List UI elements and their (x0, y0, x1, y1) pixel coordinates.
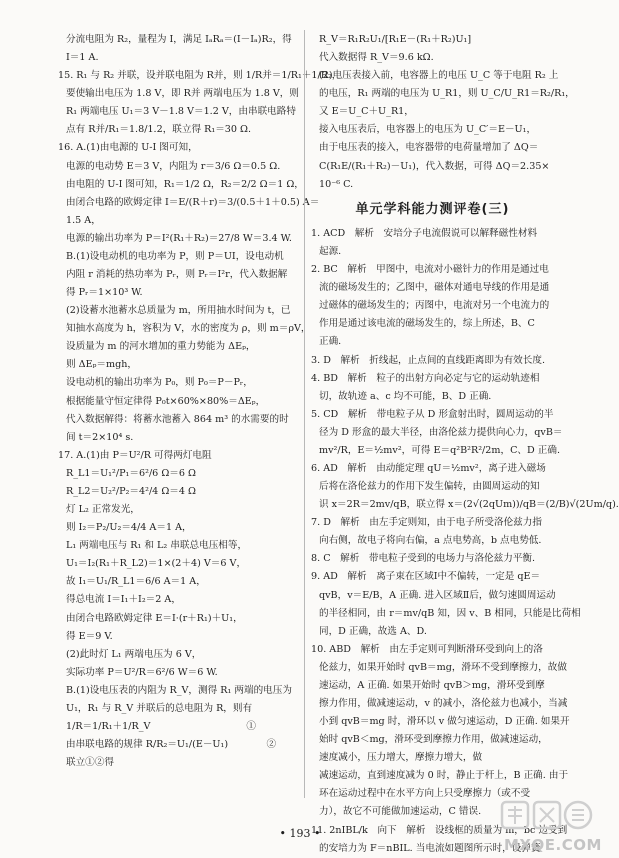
answer-line: 径为 D 形盒的最大半径，由洛伦兹力提供向心力，qvB＝ (319, 426, 563, 438)
answer-line: 作用是通过该电流的磁场发生的，综上所述，B、C (319, 318, 535, 330)
watermark-logo (498, 800, 602, 856)
text-line: 联立①②得 (66, 757, 114, 769)
text-line: 10⁻⁶ C. (319, 178, 354, 190)
text-line: 设质量为 m 的河水增加的重力势能为 ΔEₚ， (66, 341, 256, 353)
text-line: 得 Pᵣ＝1×10³ W. (66, 287, 143, 299)
text-line: R_L2＝U₂²/P₂＝4²/4 Ω＝4 Ω (66, 485, 196, 497)
text-line: I＝1 A. (66, 52, 99, 64)
answer-line: 3. D 解析 折线起，止点间的直线距离即为有效长度. (311, 354, 546, 366)
answer-line: 擦力作用，做减速运动，v 的减小，洛伦兹力也减小，当减 (319, 697, 568, 709)
page-number: • 193 • (279, 827, 321, 840)
text-line: 由闭合电路的欧姆定律 I＝E/(R＋r)＝3/(0.5＋1＋0.5) A＝ (66, 196, 320, 208)
answer-line: 起源. (319, 246, 342, 258)
text-line: L₁ 两端电压与 R₁ 和 L₂ 串联总电压相等， (66, 540, 248, 552)
answer-line: 小到 qvB＝mg 时，滑环以 v 做匀速运动，D 正确. 如果开 (319, 716, 570, 728)
text-line: 1/R＝1/R₁＋1/R_V ① (66, 720, 256, 732)
watermark-text: MXQE.COM (504, 836, 602, 854)
text-line: 得总电流 I＝I₁＋I₂＝2 A， (66, 594, 181, 606)
answer-line: 的半径相同，由 r＝mv/qB 知，因 v、B 相同，只能是比荷相 (319, 607, 581, 619)
answer-line: 10. ABD 解析 由左手定则可判断滑环受到向上的洛 (311, 643, 543, 655)
text-line: 间 t＝2×10⁴ s. (66, 431, 134, 443)
text-line: 要使输出电压为 1.8 V，即 R并 两端电压为 1.8 V，则 (66, 88, 299, 100)
answer-line: 7. D 解析 由左手定则知，由于电子所受洛伦兹力指 (311, 517, 542, 529)
text-line: 17. A.(1)由 P＝U²/R 可得两灯电阻 (58, 449, 212, 461)
text-line: 故 I₁＝U₁/R_L1＝6/6 A＝1 A， (66, 576, 206, 588)
text-line: 电源的电动势 E＝3 V，内阻为 r＝3/6 Ω＝0.5 Ω. (66, 160, 281, 172)
text-line: 16. A.(1)由电源的 U-I 图可知， (58, 142, 198, 154)
text-line: 实际功率 P＝U²/R＝6²/6 W＝6 W. (66, 666, 218, 678)
answer-line: 2. BC 解析 甲图中，电流对小磁针力的作用是通过电 (311, 264, 549, 276)
text-line: C(R₁E/(R₁＋R₂)－U₁)，代入数据，可得 ΔQ＝2.35× (319, 160, 550, 172)
answer-line: 9. AD 解析 离子束在区域Ⅰ中不偏转，一定是 qE＝ (311, 571, 541, 583)
answer-line: 8. C 解析 带电粒子受到的电场力与洛伦兹力平衡. (311, 553, 536, 565)
text-line: (2)设蓄水池蓄水总质量为 m，所用抽水时间为 t，已 (66, 305, 291, 317)
answer-line: 正确. (319, 336, 342, 348)
answer-line: 的安培力为 F＝nBIL. 当电流如题图所示时，设弹簧 (319, 842, 541, 854)
text-line: 知抽水高度为 h，容积为 V，水的密度为 ρ，则 m＝ρV， (66, 323, 311, 335)
text-line: 点有 R并/R₁＝1.8/1.2，联立得 R₁＝30 Ω. (66, 124, 252, 136)
answer-line: 伦兹力，如果开始时 qvB＝mg，滑环不受到摩擦力，故做 (319, 661, 567, 673)
answer-line: 5. CD 解析 带电粒子从 D 形盒射出时，圆周运动的半 (311, 408, 554, 420)
text-line: U₁，R₁ 与 R_V 并联后的总电阻为 R，则有 (66, 702, 253, 714)
text-line: 根据能量守恒定律得 P₀t×60%×80%＝ΔEₚ， (66, 395, 266, 407)
answer-line: 始时 qvB＜mg，滑环受到摩擦力作用，做减速运动， (319, 734, 548, 746)
text-line: 则 ΔEₚ＝mgh， (66, 359, 138, 371)
text-line: 由电阻的 U-I 图可知，R₁＝1/2 Ω，R₂＝2/2 Ω＝1 Ω， (66, 178, 304, 190)
text-line: 内阻 r 消耗的热功率为 Pᵣ，则 Pᵣ＝I²r，代入数据解 (66, 269, 288, 281)
text-line: 设电动机的输出功率为 P₀，则 P₀＝P－Pᵣ， (66, 377, 253, 389)
answer-line: 过磁体的磁场发生的；丙图中，电流对另一个电流力的 (319, 300, 550, 312)
text-line: 代入数据得 R_V＝9.6 kΩ. (319, 52, 434, 64)
answer-list (311, 227, 619, 856)
text-line: 接入电压表后，电容器上的电压为 U_C′＝E－U₁， (319, 124, 537, 136)
text-line: (2)此时灯 L₁ 两端电压为 6 V， (66, 648, 202, 660)
text-line: 则 I₂＝P₂/U₂＝4/4 A＝1 A， (66, 522, 192, 534)
answer-line: qvB，v＝E/B，A 正确. 进入区域Ⅱ后，做匀速圆周运动 (319, 589, 556, 601)
answer-line: 1. ACD 解析 安培分子电流假说可以解释磁性材料 (311, 227, 538, 239)
text-line: R_L1＝U₁²/P₁＝6²/6 Ω＝6 Ω (66, 467, 196, 479)
answer-line: 流的磁场发生的；乙图中，磁体对通电导线的作用是通 (319, 282, 550, 294)
answer-line: 11. 2nIBL/k 向下 解析 设线框的质量为 m，bc 边受到 (311, 824, 568, 836)
answer-line: 速度减小，压力增大，摩擦力增大，做 (319, 752, 483, 764)
answer-line: 向右侧，故电子将向右偏，a 点电势高，b 点电势低. (319, 535, 542, 547)
answer-line: 切，故轨迹 a、c 均不可能，B、D 正确. (319, 390, 492, 402)
answer-line: 4. BD 解析 粒子的出射方向必定与它的运动轨迹相 (311, 372, 540, 384)
answer-line: 识 x＝2R＝2mv/qB，联立得 x＝(2√(2qUm))/qB＝(2/B)√(2Um/q). (319, 499, 619, 511)
text-line: 灯 L₂ 正常发光， (66, 504, 140, 516)
text-line: 由于电压表的接入，电容器带的电荷量增加了 ΔQ＝ (319, 142, 539, 154)
text-line: 电源的输出功率为 P＝I²(R₁＋R₂)＝27/8 W＝3.4 W. (66, 232, 292, 244)
section-title: 单元学科能力测评卷(三) (355, 202, 510, 218)
answer-line: 后将在洛伦兹力的作用下发生偏转，由圆周运动的知 (319, 481, 540, 493)
right-column-continuation (311, 33, 575, 192)
text-line: R₁ 两端电压 U₁＝3 V－1.8 V＝1.2 V，由串联电路特 (66, 106, 296, 118)
answer-line: 减速运动，直到速度减为 0 时，静止于杆上，B 正确. 由于 (319, 770, 569, 782)
text-line: R_V＝R₁R₂U₁/[R₁E－(R₁＋R₂)U₁] (319, 34, 472, 45)
text-line: U₁＝I₂(R₁＋R_L2)＝1×(2＋4) V＝6 V， (66, 558, 247, 570)
column-divider (304, 30, 305, 798)
text-line: 分流电阻为 R₂，量程为 I，满足 IₐRₐ＝(I－Iₐ)R₂，得 (66, 34, 292, 45)
text-line: 得 E＝9 V. (66, 630, 113, 642)
answer-line: 同，D 正确，故选 A、D. (319, 625, 427, 637)
text-line: 代入数据解得：将蓄水池蓄入 864 m³ 的水需要的时 (66, 413, 289, 425)
text-line: B.(1)设电动机的电功率为 P，则 P＝UI，设电动机 (66, 250, 284, 262)
answer-line: mv²/R，E＝½mv²，可得 E＝q²B²R²/2m，C、D 正确. (319, 444, 560, 456)
text-line: (2)电压表接入前，电容器上的电压 U_C 等于电阻 R₂ 上 (319, 70, 559, 82)
answer-line: 速运动，A 正确. 如果开始时 qvB＞mg，滑环受到摩 (319, 679, 545, 691)
text-line: B.(1)设电压表的内阻为 R_V，测得 R₁ 两端的电压为 (66, 684, 292, 696)
text-line: 由闭合电路欧姆定律 E＝I·(r＋R₁)＋U₁， (66, 612, 243, 624)
text-line: 1.5 A， (66, 214, 101, 226)
text-line: 由串联电路的规律 R/R₂＝U₁/(E－U₁) ② (66, 739, 277, 751)
text-line: 的电压，R₁ 两端的电压为 U_R1，则 U_C/U_R1＝R₂/R₁， (319, 88, 575, 100)
answer-line: 力），故它不可能做加速运动，C 错误. (319, 806, 482, 818)
text-line: 又 E＝U_C＋U_R1， (319, 106, 414, 118)
answer-line: 环在运动过程中在水平方向上只受摩擦力（或不受 (319, 788, 531, 800)
answer-line: 6. AD 解析 由动能定理 qU＝½mv²，离子进入磁场 (311, 462, 546, 474)
text-line: 15. R₁ 与 R₂ 并联，设并联电阻为 R并，则 1/R并＝1/R₁＋1/R₂， (58, 70, 342, 82)
